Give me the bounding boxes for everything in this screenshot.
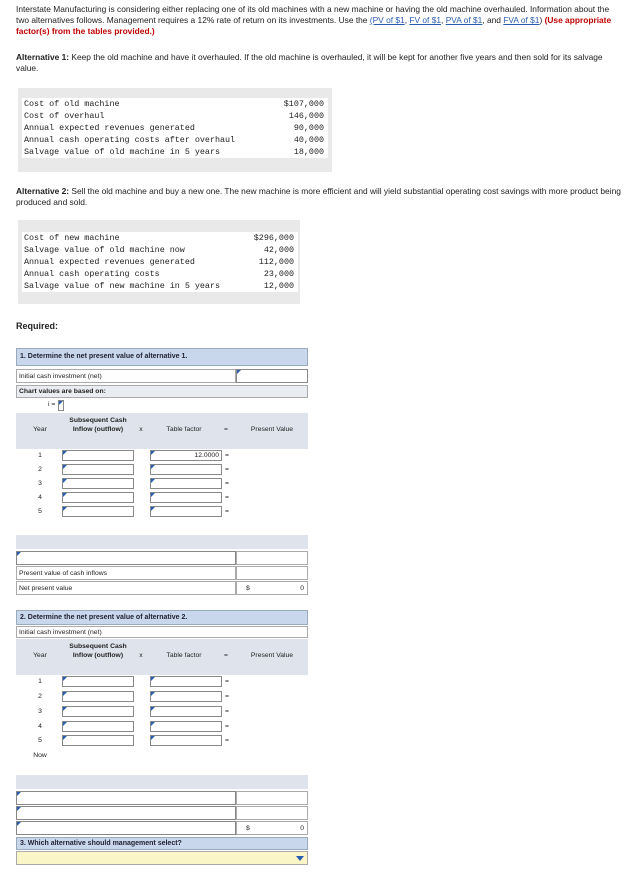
table-factor2-input-5[interactable]	[150, 735, 222, 746]
pv-table-link[interactable]: (PV of $1	[369, 15, 405, 25]
inflow2-input-4[interactable]	[62, 721, 134, 732]
part2-extra-label-input-2[interactable]	[16, 806, 236, 820]
table-row: Salvage value of old machine now 42,000	[24, 245, 294, 255]
table-factor2-input-1[interactable]	[150, 676, 222, 687]
pv-inflows-label: Present value of cash inflows	[16, 566, 236, 580]
inflow-input-2[interactable]	[62, 464, 134, 475]
fva-table-link[interactable]: FVA of $1	[503, 15, 540, 25]
rate-label: i =	[48, 401, 56, 408]
part2-spacer	[16, 775, 308, 789]
part1-extra-label-input[interactable]	[16, 551, 236, 565]
inflow-input-4[interactable]	[62, 492, 134, 503]
inflow-input-3[interactable]	[62, 478, 134, 489]
inflow2-input-3[interactable]	[62, 706, 134, 717]
npv-label-1: Net present value	[16, 581, 236, 595]
table-row: Salvage value of new machine in 5 years 12,000	[24, 281, 294, 291]
table-factor2-input-4[interactable]	[150, 721, 222, 732]
alt1-table-frame	[18, 88, 332, 172]
table-row: Salvage value of old machine in 5 years 18,000	[24, 147, 324, 157]
part2-extra-label-input-1[interactable]	[16, 791, 236, 805]
part1-column-header: Year Subsequent Cash Inflow (outflow) x Table factor = Present Value	[16, 413, 308, 449]
instruction-note: (Use appropriate factor(s) from the tables provided.)	[16, 15, 612, 36]
rate-input[interactable]	[58, 400, 64, 411]
alternative-1-description: Alternative 1: Keep the old machine and have it overhauled. If the old machine is overhauled, it will be kept for another five years and then sold for its salvage value.	[16, 52, 603, 73]
table-factor-input-2[interactable]	[150, 464, 222, 475]
table-row: Annual expected revenues generated 112,000	[24, 257, 294, 267]
fv-table-link[interactable]: FV of $1	[409, 15, 442, 25]
part2-column-header: Year Subsequent Cash Inflow (outflow) x Table factor = Present Value	[16, 639, 308, 675]
table-factor-input-3[interactable]	[150, 478, 222, 489]
part1-title: 1. Determine the net present value of alternative 1.	[16, 348, 308, 366]
alt2-table	[22, 232, 298, 292]
table-row: Cost of old machine $107,000	[24, 99, 324, 109]
table-row: Annual cash operating costs 23,000	[24, 269, 294, 279]
npv-value-2: $ 0	[236, 821, 308, 835]
pv-inflows-value	[236, 566, 308, 580]
npv-label-input-2[interactable]	[16, 821, 236, 835]
alt2-table-frame	[18, 220, 300, 304]
pva-table-link[interactable]: PVA of $1	[445, 15, 483, 25]
initial-investment-input-1[interactable]	[236, 369, 308, 383]
table-row: Cost of new machine $296,000	[24, 233, 294, 243]
part2-title: 2. Determine the net present value of alternative 2.	[16, 610, 308, 625]
initial-investment-label-1: Initial cash investment (net)	[16, 369, 236, 383]
table-row: Annual cash operating costs after overhaul 40,000	[24, 135, 324, 145]
chart-basis-label: Chart values are based on:	[16, 385, 308, 398]
inflow2-input-2[interactable]	[62, 691, 134, 702]
alternative-select[interactable]	[16, 851, 308, 865]
table-factor-input-4[interactable]	[150, 492, 222, 503]
part1-rows: 1 2 3 4 5 12.0000 = = = = =	[38, 452, 229, 515]
part3-title: 3. Which alternative should management select?	[16, 837, 308, 850]
table-factor2-input-2[interactable]	[150, 691, 222, 702]
alternative-2-description: Alternative 2: Sell the old machine and buy a new one. The new machine is more efficient and will yield substantial operating cost savings with more product being produced and sold.	[16, 186, 621, 207]
table-row: Cost of overhaul 146,000	[24, 111, 324, 121]
inflow-input-5[interactable]	[62, 506, 134, 517]
table-row: Annual expected revenues generated 90,000	[24, 123, 324, 133]
inflow2-input-1[interactable]	[62, 676, 134, 687]
inflow2-input-5[interactable]	[62, 735, 134, 746]
table-factor-input-5[interactable]	[150, 506, 222, 517]
required-heading: Required:	[16, 321, 59, 331]
alt1-table	[22, 98, 328, 158]
initial-investment-label-2: Initial cash investment (net)	[16, 626, 308, 638]
table-factor-input-1[interactable]: 12.0000	[150, 450, 222, 461]
part2-extra-value-1	[236, 791, 308, 805]
npv-value-1: $ 0	[236, 581, 308, 595]
part1-spacer	[16, 535, 308, 549]
part2-extra-value-2	[236, 806, 308, 820]
part2-rows: 1 2 3 4 5 Now = = = = =	[33, 678, 229, 759]
problem-intro: Interstate Manufacturing is considering either replacing one of its old machines with a new machine or having the old machine overhauled. Information about the two alternatives follows. Management requires a 12% rate of return on its investments. Use the (PV of $1, FV of $1, PVA of $1, and FVA of $1) (Use appropriate factor(s) from the tables provided.)	[16, 4, 612, 36]
inflow-input-1[interactable]	[62, 450, 134, 461]
part1-extra-value	[236, 551, 308, 565]
chevron-down-icon	[296, 856, 304, 861]
table-factor2-input-3[interactable]	[150, 706, 222, 717]
